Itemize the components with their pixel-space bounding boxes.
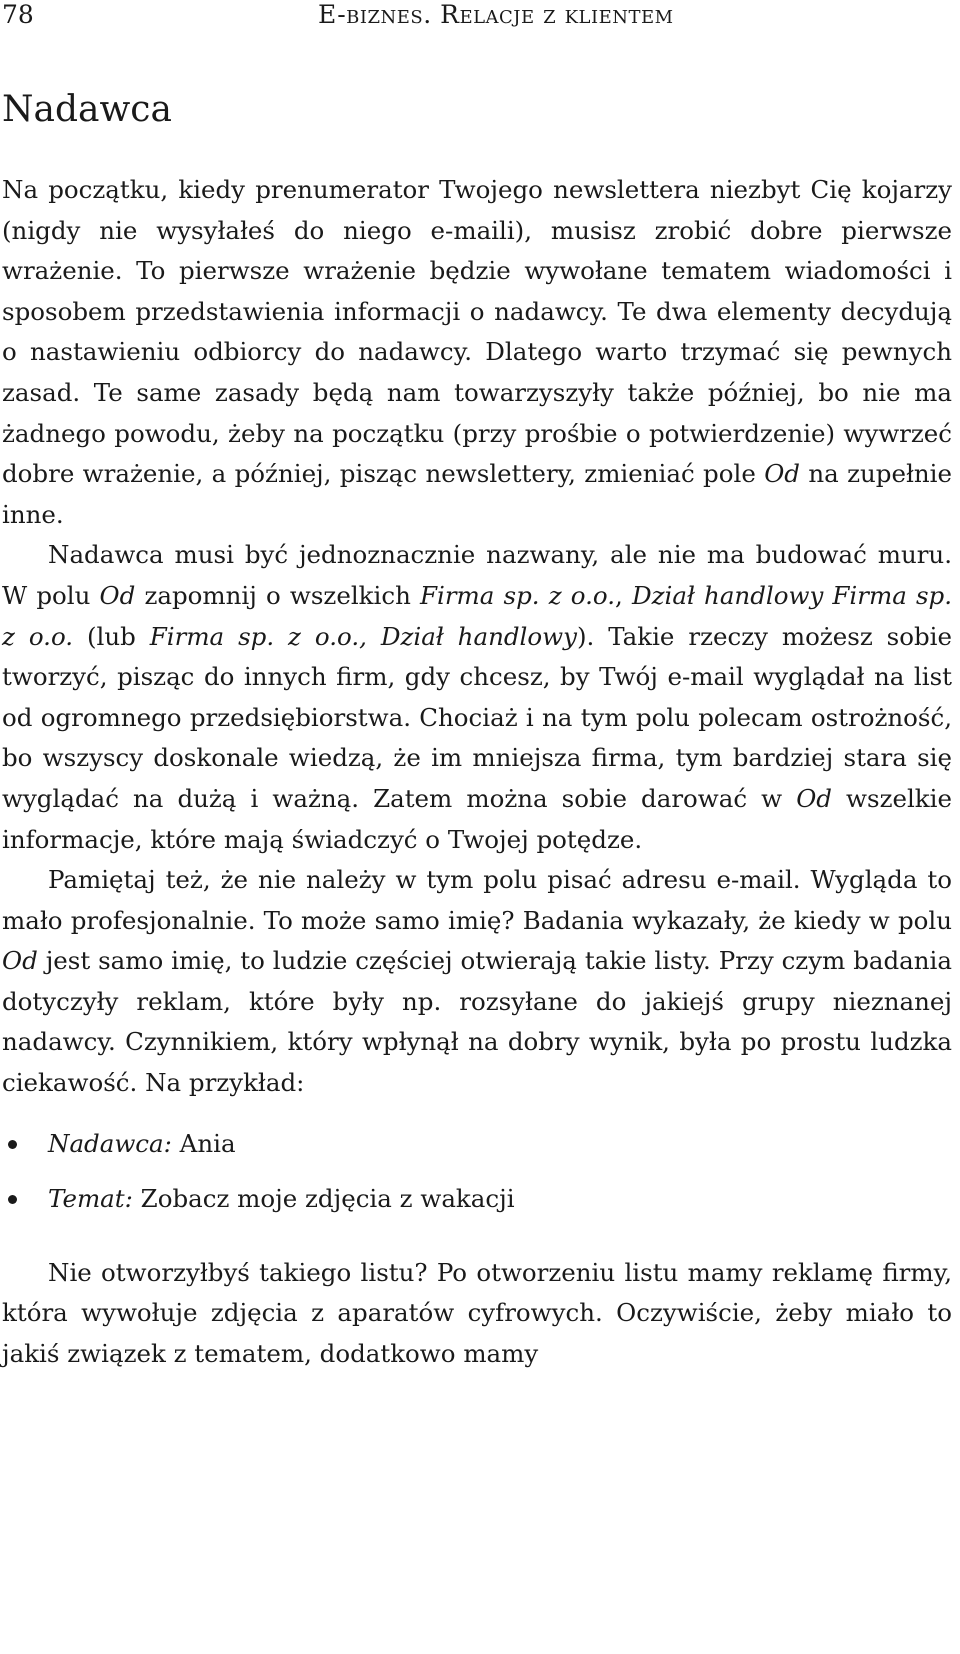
- running-head: [0, 0, 960, 34]
- example-sender-name: Firma sp. z o.o.: [420, 580, 616, 610]
- field-name-od: Od: [2, 946, 38, 976]
- example-sender-name: Dział handlowy Firma sp. z o.o.: [2, 580, 953, 651]
- paragraph: [2, 170, 952, 535]
- bullet-icon: [8, 1140, 17, 1149]
- list-item-label: Nadawca:: [48, 1128, 172, 1158]
- bullet-icon: [8, 1195, 17, 1204]
- example-list: [2, 1116, 952, 1226]
- list-item: [2, 1171, 952, 1226]
- paragraph-text: na zupełnie inne.: [2, 459, 952, 529]
- paragraph: [2, 860, 952, 1104]
- paragraph-text: Na początku, kiedy prenumerator Twojego newslettera niezbyt Cię kojarzy (nigdy nie wysyłałeś do niego e-maili), musisz zrobić dobre pierwsze wrażenie. To pierwsze wrażenie będzie wywołane tematem wiadomości i sposobem przedstawienia informacji o nadawcy. Te dwa elementy decydują o nastawieniu odbiorcy do nadawcy. Dlatego warto trzymać się pewnych zasad. Te same zasady będą nam towarzyszyły także później, bo nie ma żadnego powodu, żeby na początku (przy prośbie o potwierdzenie) wywrzeć dobre wrażenie, a później, pisząc newslettery, zmieniać pole: [2, 175, 952, 489]
- paragraph: [2, 1253, 952, 1375]
- paragraph-text: wszelkie informacje, które mają świadczyć o Twojej potędze.: [2, 783, 952, 854]
- page-number: 78: [2, 0, 34, 29]
- list-item-value: Ania: [171, 1128, 236, 1158]
- paragraph-text: ,: [615, 580, 632, 610]
- list-item: [2, 1116, 952, 1171]
- field-name-od: Od: [99, 580, 136, 610]
- body-text: [2, 170, 952, 1374]
- field-name-od: Od: [796, 783, 832, 813]
- paragraph-text: Nie otworzyłbyś takiego listu? Po otworzeniu listu mamy reklamę firmy, która wywołuje zdjęcia z aparatów cyfrowych. Oczywiście, żeby miało to jakiś związek z tematem, dodatkowo mamy: [2, 1257, 952, 1368]
- running-head-title: E-biznes. Relacje z klientem: [318, 0, 674, 29]
- list-item-label: Temat:: [48, 1183, 133, 1213]
- paragraph: [2, 535, 952, 860]
- section-title: Nadawca: [2, 89, 172, 130]
- paragraph-text: ). Takie rzeczy możesz sobie tworzyć, pisząc do innych firm, gdy chcesz, by Twój e-mail wyglądał na list od ogromnego przedsiębiorstwa. Chociaż i na tym polu polecam ostrożność, bo wszyscy doskonale wiedzą, że im mniejsza firma, tym bardziej stara się wyglądać na dużą i ważną. Zatem można sobie darować w: [2, 621, 953, 813]
- field-name-od: Od: [764, 459, 800, 489]
- paragraph-text: (lub: [73, 621, 150, 651]
- list-item-value: Zobacz moje zdjęcia z wakacji: [132, 1183, 515, 1213]
- paragraph-text: zapomnij o wszelkich: [135, 580, 421, 610]
- paragraph-text: Nadawca musi być jednoznacznie nazwany, ale nie ma budować muru. W polu: [2, 540, 952, 610]
- paragraph-text: jest samo imię, to ludzie częściej otwierają takie listy. Przy czym badania dotyczyły reklam, które były np. rozsyłane do jakiejś grupy nieznanej nadawcy. Czynnikiem, który wpłynął na dobry wynik, była po prostu ludzka ciekawość. Na przykład:: [2, 946, 952, 1098]
- example-sender-name: Firma sp. z o.o., Dział handlowy: [149, 621, 577, 651]
- paragraph-text: Pamiętaj też, że nie należy w tym polu pisać adresu e-mail. Wygląda to mało profesjonalnie. To może samo imię? Badania wykazały, że kiedy w polu: [2, 865, 952, 935]
